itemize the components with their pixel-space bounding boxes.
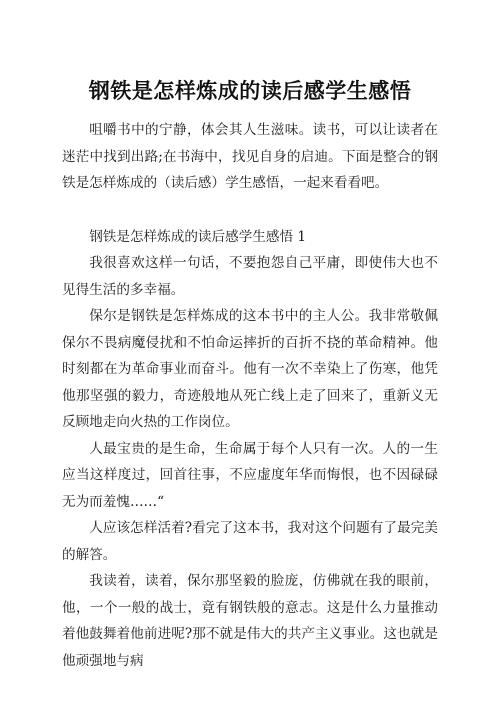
section-heading: 钢铁是怎样炼成的读后感学生感悟 1 bbox=[89, 228, 307, 245]
intro-paragraph: 咀嚼书中的宁静，体会其人生滋味。读书，可以让读者在迷茫中找到出路;在书海中，找见自身的启迪。下面是整合的钢铁是怎样炼成的（读后感）学生感悟，一起来看看吧。 bbox=[62, 122, 438, 191]
body-paragraph: 我很喜欢这样一句话，不要抱怨自己平庸，即使伟大也不见得生活的多幸福。 bbox=[62, 255, 438, 298]
body-paragraph: 保尔是钢铁是怎样炼成的这本书中的主人公。我非常敬佩保尔不畏病魔侵扰和不怕命运摔折的百折不挠的革命精神。他时刻都在为革命事业而奋斗。他有一次不幸染上了伤寒，他凭他那坚强的毅力，奇迹般地从死亡线上走了回来了，重新义无反顾地走向火热的工作岗位。 bbox=[62, 308, 438, 430]
body-paragraph: 我读着，读着，保尔那坚毅的脸庞，仿佛就在我的眼前，他，一个一般的战士，竟有钢铁般的意志。这是什么力量推动着他鼓舞着他前进呢?那不就是伟大的共产主义事业。这也就是他顽强地与病 bbox=[62, 573, 438, 669]
body-paragraph: 人应该怎样活着?看完了这本书，我对这个问题有了最完美的解答。 bbox=[62, 520, 438, 563]
document-body bbox=[62, 117, 438, 674]
section-spacer bbox=[62, 197, 438, 224]
document-title: 钢铁是怎样炼成的读后感学生感悟 bbox=[88, 78, 412, 103]
body-paragraph: 人最宝贵的是生命，生命属于每个人只有一次。人的一生应当这样度过，回首往事，不应虚度年华而悔恨，也不因碌碌无为而羞愧……“ bbox=[62, 440, 438, 510]
